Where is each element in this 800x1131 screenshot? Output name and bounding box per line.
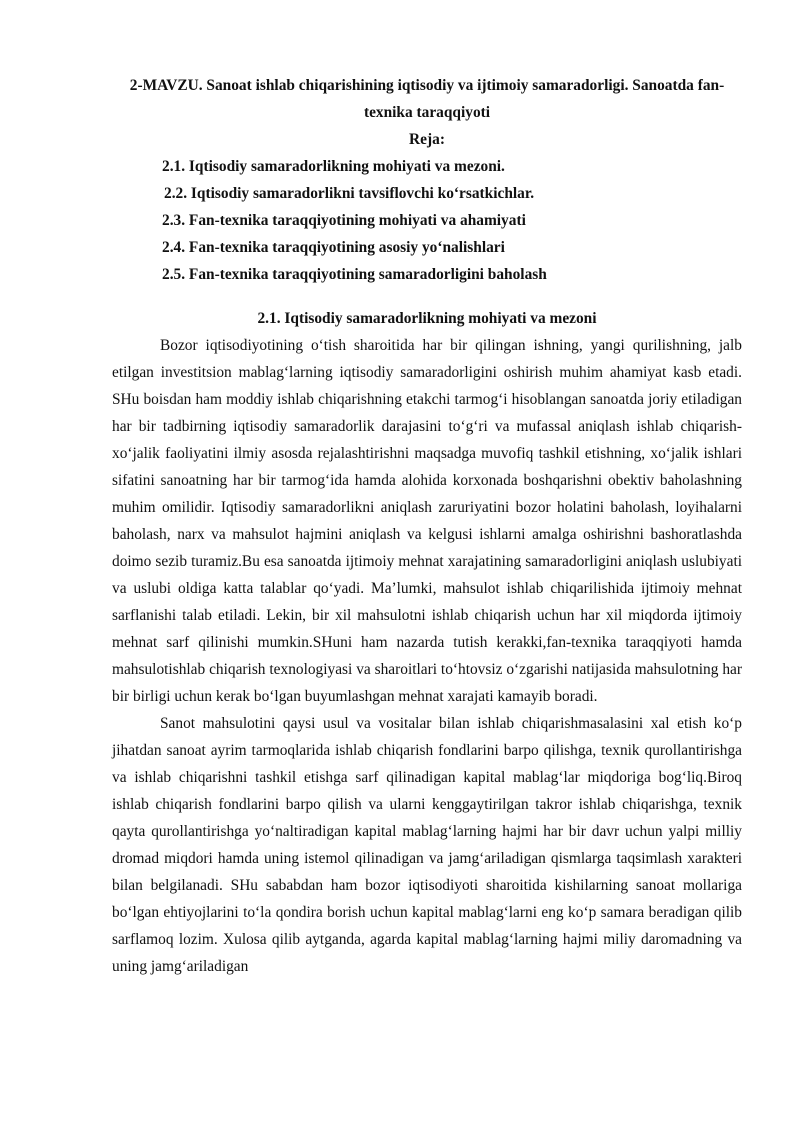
plan-item: 2.2. Iqtisodiy samaradorlikni tavsiflovchi ko‘rsatkichlar. bbox=[164, 185, 535, 202]
section-heading: 2.1. Iqtisodiy samaradorlikning mohiyati va mezoni bbox=[257, 310, 597, 327]
plan-item: 2.3. Fan-texnika taraqqiyotining mohiyati va ahamiyati bbox=[162, 212, 526, 229]
body-paragraph: Bozor iqtisodiyotining o‘tish sharoitida har bir qilingan ishning, yangi qurilishning, jalb etilgan investitsion mablag‘larning iqtisodiy samaradorligini oshirish muhim ahamiyat kasb etadi. SHu boisdan ham moddiy ishlab chiqarishning etakchi tarmog‘i hisoblangan sanoatda joriy etiladigan har bir tadbirning iqtisodiy samaradorlik darajasini to‘g‘ri va mufassal aniqlash ishlab chiqarish-xo‘jalik faoliyatini ilmiy asosda rejalashtirishni maqsadga muvofiq tashkil etishning, xo‘jalik ishlari sifatini sanoatning har bir tarmog‘ida hamda alohida korxonada boshqarishni obektiv baholashning muhim omilidir. Iqtisodiy samaradorlikni aniqlash zaruriyatini bozor holatini baholash, loyihalarni baholash, narx va mahsulot hajmini aniqlash va kelgusi ishlarni amalga oshirishni bashoratlashda doimo sezib turamiz.Bu esa sanoatda ijtimoiy mehnat xarajatining samaradorligini aniqlash uslubiyati va uslubi oldiga katta talablar qo‘yadi. Ma’lumki, mahsulot ishlab chiqarilishida ijtimoiy mehnat sarflanishi talab etiladi. Lekin, bir xil mahsulotni ishlab chiqarish uchun har xil miqdorda ijtimoiy mehnat sarf qilinishi mumkin.SHuni ham nazarda tutish kerakki,fan-texnika taraqqiyoti hamda mahsulotishlab chiqarish texnologiyasi va sharoitlari to‘htovsiz o‘zgarishi natijasida mahsulotning har bir birligi uchun kerak bo‘lgan buyumlashgan mehnat xarajati kamayib boradi. bbox=[112, 337, 742, 705]
body-paragraph: Sanot mahsulotini qaysi usul va vositalar bilan ishlab chiqarishmasalasini xal etish ko‘p jihatdan sanoat ayrim tarmoqlarida ishlab chiqarish fondlarini barpo qilishga, texnik qurollantirishga va ishlab chiqarishni tashkil etishga sarf qilinadigan kapital mablag‘lar miqdoriga bog‘liq.Biroq ishlab chiqarish fondlarini barpo qilish va ularni kenggaytirilgan takror ishlab chiqarishga, texnik qayta qurollantirishga yo‘naltiradigan kapital mablag‘larning hajmi har bir davr uchun yalpi milliy dromad miqdori hamda uning istemol qilinadigan va jamg‘ariladigan qismlarga taqsimlash xarakteri bilan belgilanadi. SHu sababdan ham bozor iqtisodiyoti sharoitida kishilarning sanoat mollariga bo‘lgan ehtiyojlarini to‘la qondira borish uchun kapital mablag‘larni eng ko‘p samara beradigan qilib sarflamoq lozim. Xulosa qilib aytganda, agarda kapital mablag‘larning hajmi miliy daromadning va uning jamg‘ariladigan bbox=[112, 715, 742, 975]
document-title: 2-MAVZU. Sanoat ishlab chiqarishining iqtisodiy va ijtimoiy samaradorligi. Sanoatda fan-texnika taraqqiyoti bbox=[129, 77, 725, 121]
plan-item: 2.5. Fan-texnika taraqqiyotining samaradorligini baholash bbox=[162, 266, 547, 283]
plan-heading: Reja: bbox=[409, 131, 445, 148]
document-page bbox=[112, 72, 742, 980]
plan-item: 2.1. Iqtisodiy samaradorlikning mohiyati va mezoni. bbox=[162, 158, 505, 175]
plan-item: 2.4. Fan-texnika taraqqiyotining asosiy yo‘nalishlari bbox=[162, 239, 505, 256]
plan-list bbox=[112, 153, 742, 288]
